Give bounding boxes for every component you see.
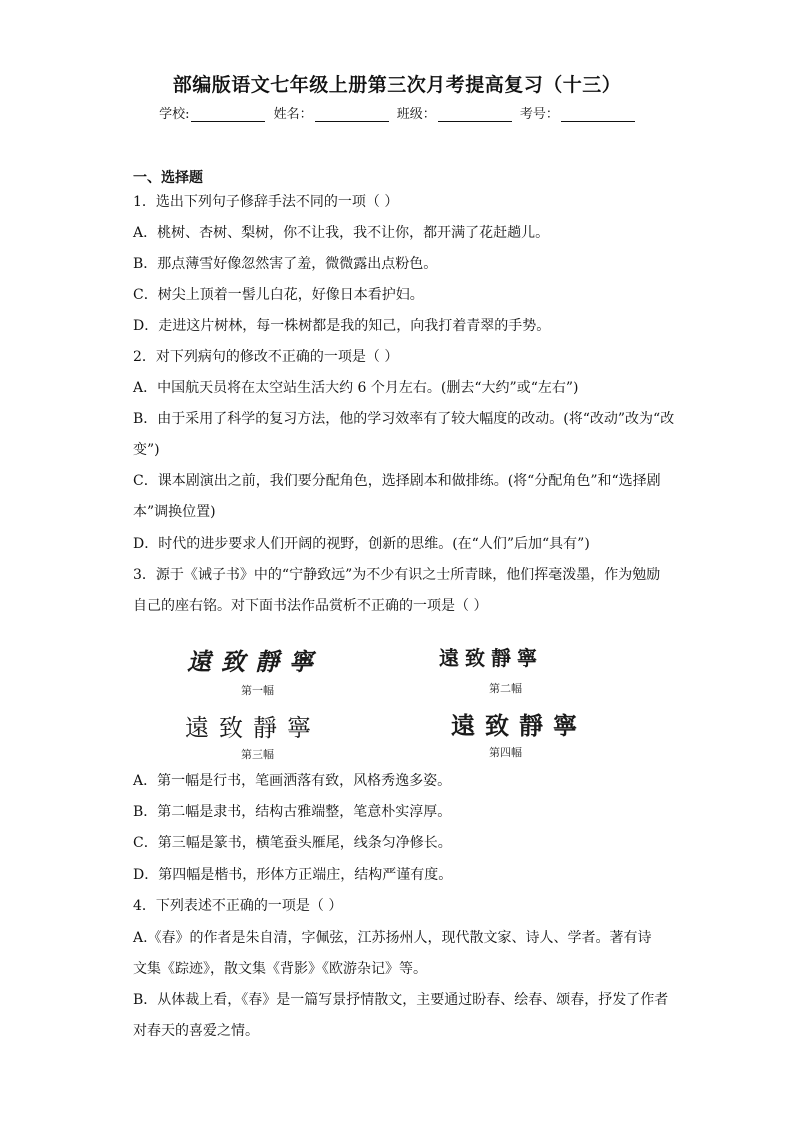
option-line: D．时代的进步要求人们开阔的视野，创新的思维。(在“人们”后加“具有”) [133, 536, 590, 552]
calligraphy-caption-3: 第三幅 [241, 748, 274, 761]
student-info-row [0, 103, 794, 122]
question-line: 4．下列表述不正确的一项是（ ） [133, 898, 343, 914]
option-line: D．走进这片树林，每一株树都是我的知己，向我打着青翠的手势。 [133, 318, 551, 334]
calligraphy-caption-2: 第二幅 [489, 682, 522, 695]
page-title: 部编版语文七年级上册第三次月考提高复习（十三） [172, 74, 622, 96]
calligraphy-work-1: 遠致靜寧 [187, 647, 323, 676]
class-blank [438, 108, 512, 122]
option-line: A.《春》的作者是朱自清，字佩弦，江苏扬州人，现代散文家、诗人、学者。著有诗 [133, 930, 652, 946]
question-line: 3．源于《诫子书》中的“宁静致远”为不少有识之士所青睐，他们挥毫泼墨，作为勉励 [133, 567, 661, 583]
option-line: C．第三幅是篆书，横笔蚕头雁尾，线条匀净修长。 [133, 835, 452, 851]
option-line: A．第一幅是行书，笔画洒落有致，风格秀逸多姿。 [133, 773, 452, 789]
question-line: 自己的座右铭。对下面书法作品赏析不正确的一项是（ ） [133, 598, 488, 614]
option-line: C．课本剧演出之前，我们要分配角色，选择剧本和做排练。(将“分配角色”和“选择剧 [133, 473, 661, 489]
question-line: 1．选出下列句子修辞手法不同的一项（ ） [133, 194, 399, 210]
section-heading: 一、选择题 [133, 170, 203, 186]
name-blank [315, 108, 389, 122]
question-line: 2．对下列病句的修改不正确的一项是（ ） [133, 349, 399, 365]
option-line: A．中国航天员将在太空站生活大约 6 个月左右。(删去“大约”或“左右”) [133, 380, 579, 396]
option-line: B．由于采用了科学的复习方法，他的学习效率有了较大幅度的改动。(将“改动”改为“改 [133, 411, 675, 427]
option-line: B．第二幅是隶书，结构古雅端整，笔意朴实淳厚。 [133, 804, 452, 820]
calligraphy-figure [183, 636, 603, 761]
calligraphy-work-3: 遠致靜寧 [185, 714, 321, 742]
option-line: B．那点薄雪好像忽然害了羞，微微露出点粉色。 [133, 256, 438, 272]
name-label: 姓名： [273, 107, 313, 122]
school-label: 学校: [159, 107, 190, 122]
option-line: C．树尖上顶着一髻儿白花，好像日本看护妇。 [133, 287, 424, 303]
number-label: 考号： [519, 107, 559, 122]
option-line: D．第四幅是楷书，形体方正端庄，结构严谨有度。 [133, 867, 453, 883]
calligraphy-work-4: 遠致靜寧 [451, 711, 587, 740]
calligraphy-caption-1: 第一幅 [241, 684, 274, 697]
class-label: 班级： [396, 107, 436, 122]
calligraphy-work-2: 遠致靜寧 [439, 646, 543, 670]
option-line: 文集《踪迹》，散文集《背影》《欧游杂记》等。 [133, 961, 427, 977]
school-blank [191, 108, 265, 122]
option-line: A．桃树、杏树、梨树，你不让我，我不让你，都开满了花赶趟儿。 [133, 225, 550, 241]
option-line: 变”) [133, 442, 160, 458]
option-line: 对春天的喜爱之情。 [133, 1023, 259, 1039]
option-line: 本”调换位置) [133, 504, 216, 520]
option-line: B．从体裁上看，《春》是一篇写景抒情散文，主要通过盼春、绘春、颂春，抒发了作者 [133, 992, 669, 1008]
calligraphy-caption-4: 第四幅 [489, 746, 522, 759]
number-blank [561, 108, 635, 122]
